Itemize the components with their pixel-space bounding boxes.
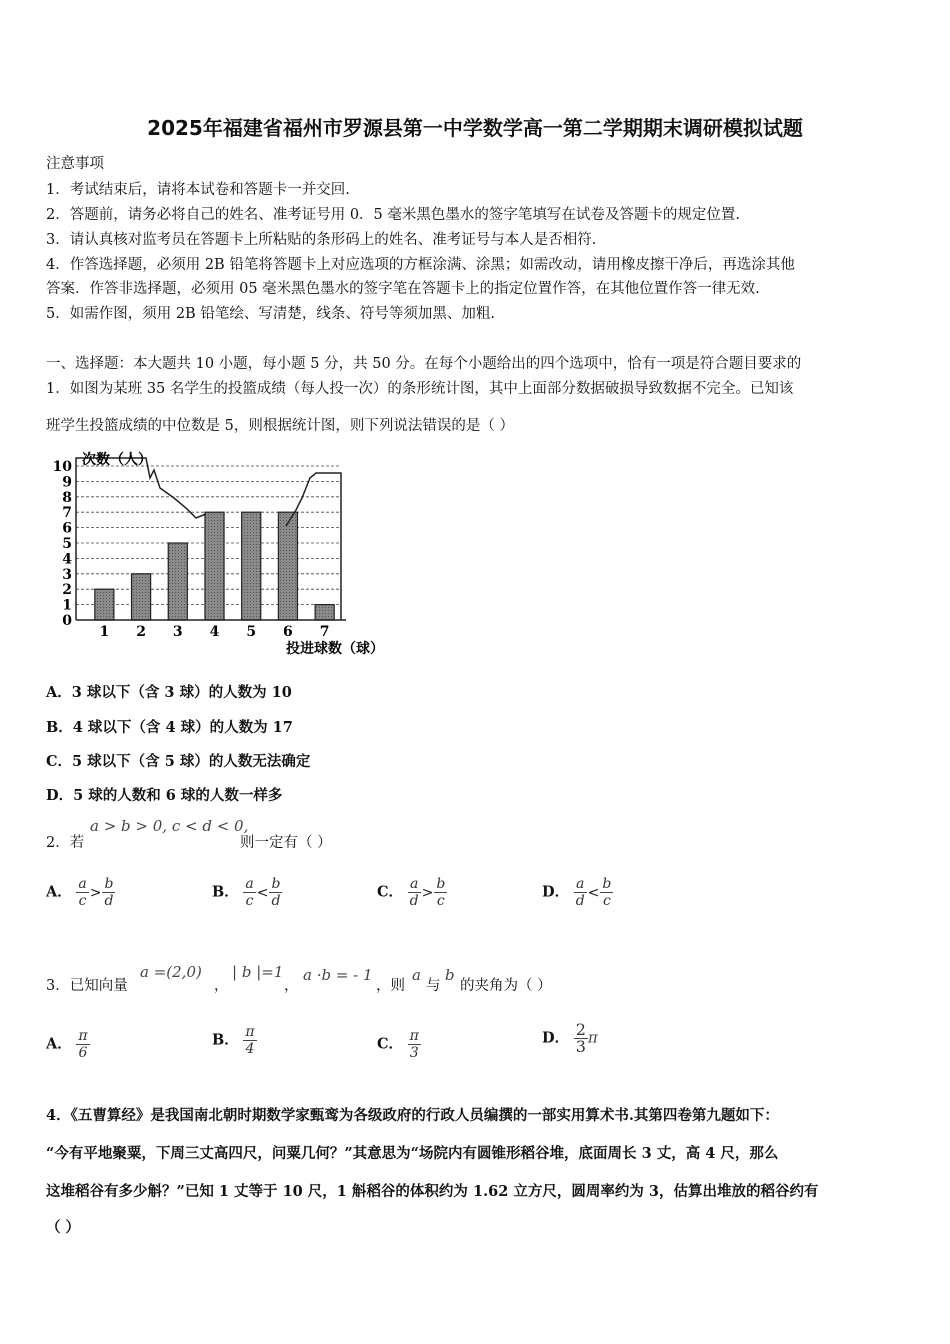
bar-chart [46, 448, 416, 663]
x-tick-label: 1 [99, 624, 110, 640]
x-tick-label: 3 [172, 624, 183, 640]
q2-option-d[interactable]: D． $\frac{a}{d}$ < $\frac{b}{c}$ [542, 876, 612, 909]
x-axis-label: 投进球数（球） [286, 641, 384, 657]
y-tick-label: 3 [62, 566, 72, 583]
y-tick-label: 6 [62, 520, 72, 537]
notice-heading: 注意事项 [46, 156, 104, 172]
bar [278, 512, 297, 620]
q1-text: 班学生投篮成绩的中位数是 5，则根据统计图，则下列说法错误的是（ ） [46, 418, 514, 434]
bar [242, 512, 261, 620]
comma: ， [284, 978, 299, 994]
option-label: D． [542, 883, 570, 901]
notice-item: 答案．作答非选择题，必须用 05 毫米黑色墨水的签字笔在答题卡上的指定位置作答，在其他位置作答一律无效. [46, 281, 760, 297]
y-axis-label: 次数（人） [82, 452, 152, 468]
y-tick-label: 8 [62, 489, 72, 506]
q1-option-d[interactable]: D．5 球的人数和 6 球的人数一样多 [46, 787, 283, 804]
option-label: A． [46, 883, 72, 901]
notice-item: 5．如需作图，须用 2B 铅笔绘、写清楚，线条、符号等须加黑、加粗. [46, 306, 495, 322]
q3-then: ，则 [376, 978, 405, 994]
option-label: C． [377, 1035, 404, 1053]
y-tick-label: 10 [52, 459, 72, 475]
q2-option-b[interactable]: B． $\frac{a}{c}$ < $\frac{b}{d}$ [212, 876, 281, 909]
vector-a: a [412, 966, 421, 984]
section-heading: 一、选择题：本大题共 10 小题，每小题 5 分，共 50 分。在每个小题给出的四个选项中，恰有一项是符合题目要求的 [46, 356, 802, 372]
bar [205, 512, 224, 620]
y-tick-label: 9 [62, 474, 72, 491]
q3-option-d[interactable]: D． $\frac{2}{3}$ π [542, 1020, 598, 1056]
q1-option-b[interactable]: B．4 球以下（含 4 球）的人数为 17 [46, 719, 293, 736]
q3-option-c[interactable]: C． $\frac{\pi}{3}$ [377, 1028, 419, 1061]
q1-text: 1．如图为某班 35 名学生的投篮成绩（每人投一次）的条形统计图，其中上面部分数据破损导致数据不完全。已知该 [46, 381, 794, 397]
q1-option-a[interactable]: A．3 球以下（含 3 球）的人数为 10 [46, 684, 292, 701]
q3-norm-b: | b |=1 [232, 963, 284, 981]
q4-text: 4．《五曹算经》是我国南北朝时期数学家甄鸾为各级政府的行政人员编撰的一部实用算术书.其第四卷第九题如下： [46, 1107, 779, 1124]
q4-text: 这堆稻谷有多少斛？”已知 1 丈等于 10 尺，1 斛稻谷的体积约为 1.62 立方尺，圆周率约为 3，估算出堆放的稻谷约有 [46, 1183, 819, 1200]
bar [168, 543, 187, 620]
bar [315, 605, 334, 620]
option-label: C． [377, 883, 404, 901]
page-title: 2025年福建省福州市罗源县第一中学数学高一第二学期期末调研模拟试题 [147, 116, 803, 140]
bar [132, 574, 151, 620]
q1-option-c[interactable]: C．5 球以下（含 5 球）的人数无法确定 [46, 753, 311, 770]
q2-option-a[interactable]: A． $\frac{a}{c}$ > $\frac{b}{d}$ [46, 876, 114, 909]
option-label: B． [212, 883, 239, 901]
option-label: A． [46, 1035, 72, 1053]
q2-option-c[interactable]: C． $\frac{a}{d}$ > $\frac{b}{c}$ [377, 876, 446, 909]
q4-text: （ ） [46, 1219, 81, 1236]
vector-b: b [445, 966, 455, 984]
q3-option-b[interactable]: B． $\frac{\pi}{4}$ [212, 1024, 255, 1057]
y-tick-label: 5 [62, 536, 72, 552]
q3-dot-product: a ·b = - 1 [303, 966, 373, 984]
x-tick-label: 2 [136, 624, 146, 640]
q3-option-a[interactable]: A． $\frac{\pi}{6}$ [46, 1028, 88, 1061]
notice-item: 3．请认真核对监考员在答题卡上所粘贴的条形码上的姓名、准考证号与本人是否相符. [46, 232, 597, 248]
x-tick-label: 4 [209, 624, 220, 640]
q3-vector-a: a =(2,0) [140, 963, 202, 981]
option-label: B． [212, 1031, 239, 1049]
q3-suffix: 的夹角为（ ） [460, 978, 552, 994]
y-tick-label: 2 [62, 582, 72, 599]
x-tick-label: 6 [283, 624, 293, 640]
q2-suffix: 则一定有（ ） [240, 835, 332, 851]
q4-text: “今有平地聚粟，下周三丈高四尺，问粟几何？”其意思为“场院内有圆锥形稻谷堆，底面周长 3 丈，高 4 尺，那么 [46, 1145, 779, 1162]
x-tick-label: 7 [319, 624, 330, 640]
bar [95, 589, 114, 620]
y-tick-label: 1 [62, 597, 72, 614]
q2-prefix: 2．若 [46, 835, 85, 851]
q2-condition: a > b > 0, c < d < 0, [90, 817, 249, 835]
notice-item: 1．考试结束后，请将本试卷和答题卡一并交回. [46, 182, 350, 198]
y-tick-label: 0 [62, 613, 72, 629]
notice-item: 2．答题前，请务必将自己的姓名、准考证号用 0．5 毫米黑色墨水的签字笔填写在试卷及答题卡的规定位置. [46, 207, 740, 223]
y-tick-label: 7 [62, 505, 72, 522]
q3-prefix: 3．已知向量 [46, 978, 128, 994]
q3-with: 与 [426, 978, 441, 994]
notice-item: 4．作答选择题，必须用 2B 铅笔将答题卡上对应选项的方框涂满、涂黑；如需改动，请用橡皮擦干净后，再选涂其他 [46, 257, 795, 273]
comma: ， [214, 978, 229, 994]
option-label: D． [542, 1029, 570, 1047]
x-tick-label: 5 [246, 624, 257, 640]
y-tick-label: 4 [62, 551, 72, 568]
